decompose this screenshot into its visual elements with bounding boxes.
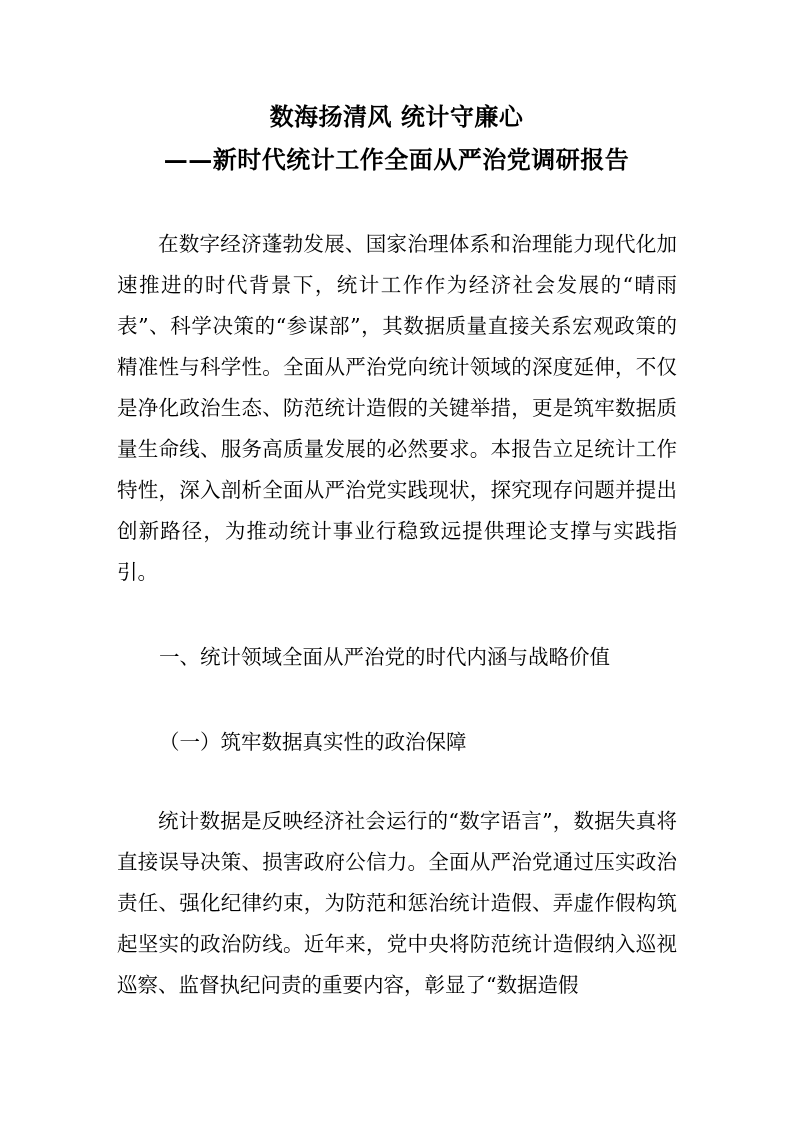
- subsection-heading: （一）筑牢数据真实性的政治保障: [159, 730, 467, 754]
- body-paragraph: 统计数据是反映经济社会运行的“数字语言”，数据失真将直接误导决策、损害政府公信力。全面从严治党通过压实政治责任、强化纪律约束，为防范和惩治统计造假、弄虚作假构筑起坚实的政治防线。近年来，党中央将防范统计造假纳入巡视巡察、监督执纪问责的重要内容，彰显了“数据造假: [117, 809, 677, 997]
- document-title: 数海扬清风 统计守廉心: [269, 102, 524, 131]
- document-subtitle: ——新时代统计工作全面从严治党调研报告: [163, 145, 630, 174]
- intro-paragraph: 在数字经济蓬勃发展、国家治理体系和治理能力现代化加速推进的时代背景下，统计工作作为经济社会发展的“晴雨表”、科学决策的“参谋部”，其数据质量直接关系宏观政策的精准性与科学性。全面从严治党向统计领域的深度延伸，不仅是净化政治生态、防范统计造假的关键举措，更是筑牢数据质量生命线、服务高质量发展的必然要求。本报告立足统计工作特性，深入剖析全面从严治党实践现状，探究现存问题并提出创新路径，为推动统计事业行稳致远提供理论支撑与实践指引。: [117, 232, 677, 584]
- section-heading: 一、统计领域全面从严治党的时代内涵与战略价值: [159, 645, 610, 669]
